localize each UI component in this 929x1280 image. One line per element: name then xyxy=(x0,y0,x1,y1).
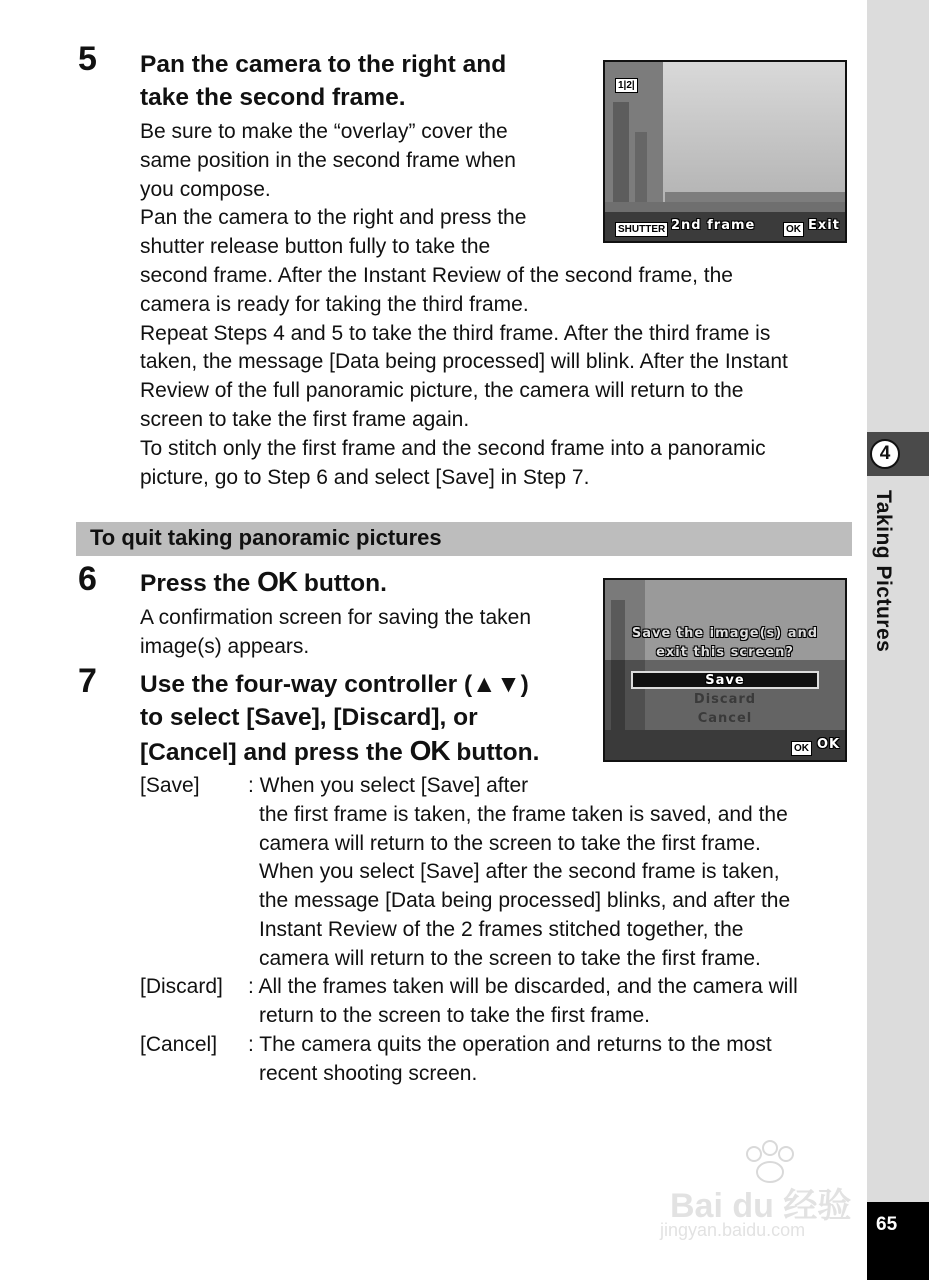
option-line: : The camera quits the operation and returns to the most xyxy=(248,1033,772,1056)
option-key-save: [Save] xyxy=(140,774,200,797)
option-line: the message [Data being processed] blinks, and after the xyxy=(259,889,791,913)
body-line: camera is ready for taking the third frame. xyxy=(140,292,529,316)
second-frame-label: 2nd frame xyxy=(671,218,756,233)
body-line: picture, go to Step 6 and select [Save] in Step 7. xyxy=(140,465,590,489)
body-line: Repeat Steps 4 and 5 to take the third frame. After the third frame is xyxy=(140,321,771,345)
watermark-logo-text: Bai du 经验 xyxy=(670,1187,852,1225)
step-6-number: 6 xyxy=(78,560,97,598)
chapter-number: 4 xyxy=(870,439,900,469)
option-line: camera will return to the screen to take the first frame. xyxy=(259,831,761,855)
step-7-title-line: Use the four-way controller (▲▼) xyxy=(140,671,529,698)
body-line: A confirmation screen for saving the taken xyxy=(140,606,532,629)
body-line: image(s) appears. xyxy=(140,634,310,658)
exit-label: Exit xyxy=(808,218,840,233)
step-6-title xyxy=(140,565,387,600)
question-line: Save the image(s) and xyxy=(631,626,819,641)
section-header: To quit taking panoramic pictures xyxy=(90,525,442,550)
ok-icon: OK xyxy=(791,741,812,756)
shutter-icon: SHUTTER xyxy=(615,222,668,237)
ok-icon: OK xyxy=(783,222,804,237)
baidu-watermark xyxy=(660,1140,860,1245)
body-line: screen to take the first frame again. xyxy=(140,407,470,431)
step-5-title xyxy=(140,48,506,114)
body-line: shutter release button fully to take the xyxy=(140,235,491,259)
option-line: : When you select [Save] after xyxy=(248,774,529,797)
ok-button-glyph: OK xyxy=(257,566,298,597)
option-line: return to the screen to take the first frame. xyxy=(259,1003,651,1027)
option-line: : All the frames taken will be discarded, and the camera will xyxy=(248,975,798,998)
menu-option-cancel[interactable]: Cancel xyxy=(697,711,753,726)
body-line: taken, the message [Data being processed] will blink. After the Instant xyxy=(140,350,788,374)
camera-screen-confirm xyxy=(603,578,847,762)
ok-chip-wrap xyxy=(791,738,812,756)
body-line: second frame. After the Instant Review of the second frame, the xyxy=(140,263,733,287)
body-line: Review of the full panoramic picture, the camera will return to the xyxy=(140,379,744,403)
confirm-scene-illustration xyxy=(605,580,845,760)
step-7-title-post: button. xyxy=(449,739,540,766)
step-5-number: 5 xyxy=(78,40,97,78)
frame-indicator xyxy=(615,75,638,93)
confirm-question xyxy=(605,624,845,662)
option-line: camera will return to the screen to take the first frame. xyxy=(259,946,761,970)
menu-option-save[interactable]: Save xyxy=(705,673,745,688)
option-key-cancel: [Cancel] xyxy=(140,1033,218,1056)
body-line: same position in the second frame when xyxy=(140,148,516,172)
step-5-title-line: take the second frame. xyxy=(140,84,406,111)
shutter-chip-wrap xyxy=(615,219,668,237)
option-line: Instant Review of the 2 frames stitched together, the xyxy=(259,917,744,941)
chapter-title: Taking Pictures xyxy=(872,490,895,653)
step-7-title-line: to select [Save], [Discard], or xyxy=(140,704,478,731)
body-line: you compose. xyxy=(140,177,271,201)
step-6-title-pre: Press the xyxy=(140,570,258,597)
step-7-title-pre: [Cancel] and press the xyxy=(140,739,410,766)
page-number: 65 xyxy=(876,1214,898,1235)
watermark-url: jingyan.baidu.com xyxy=(660,1220,806,1240)
option-line: the first frame is taken, the frame taken is saved, and the xyxy=(259,802,788,826)
option-line: recent shooting screen. xyxy=(259,1061,478,1085)
step-5-title-line: Pan the camera to the right and xyxy=(140,51,507,78)
step-7-number: 7 xyxy=(78,662,97,700)
ok-label: OK xyxy=(817,737,841,752)
step-6-body xyxy=(140,604,531,662)
step-6-title-post: button. xyxy=(297,570,387,597)
step-7-title xyxy=(140,668,539,769)
option-discard-desc xyxy=(248,973,798,1031)
body-line: To stitch only the first frame and the second frame into a panoramic xyxy=(140,436,766,460)
body-line: Be sure to make the “overlay” cover the xyxy=(140,120,508,143)
body-line: Pan the camera to the right and press the xyxy=(140,206,527,230)
option-cancel-desc xyxy=(248,1031,772,1089)
ok-button-glyph: OK xyxy=(409,735,450,766)
camera-screen-second-frame xyxy=(603,60,847,243)
menu-option-discard[interactable]: Discard xyxy=(693,692,757,707)
frame-indicator-chip: 1|2| xyxy=(615,78,638,93)
option-save-desc xyxy=(248,772,790,974)
option-key-discard: [Discard] xyxy=(140,975,223,998)
option-line: When you select [Save] after the second frame is taken, xyxy=(259,860,780,884)
question-line: exit this screen? xyxy=(656,645,794,660)
ok-chip-wrap xyxy=(783,219,804,237)
panorama-scene-illustration xyxy=(605,62,845,241)
